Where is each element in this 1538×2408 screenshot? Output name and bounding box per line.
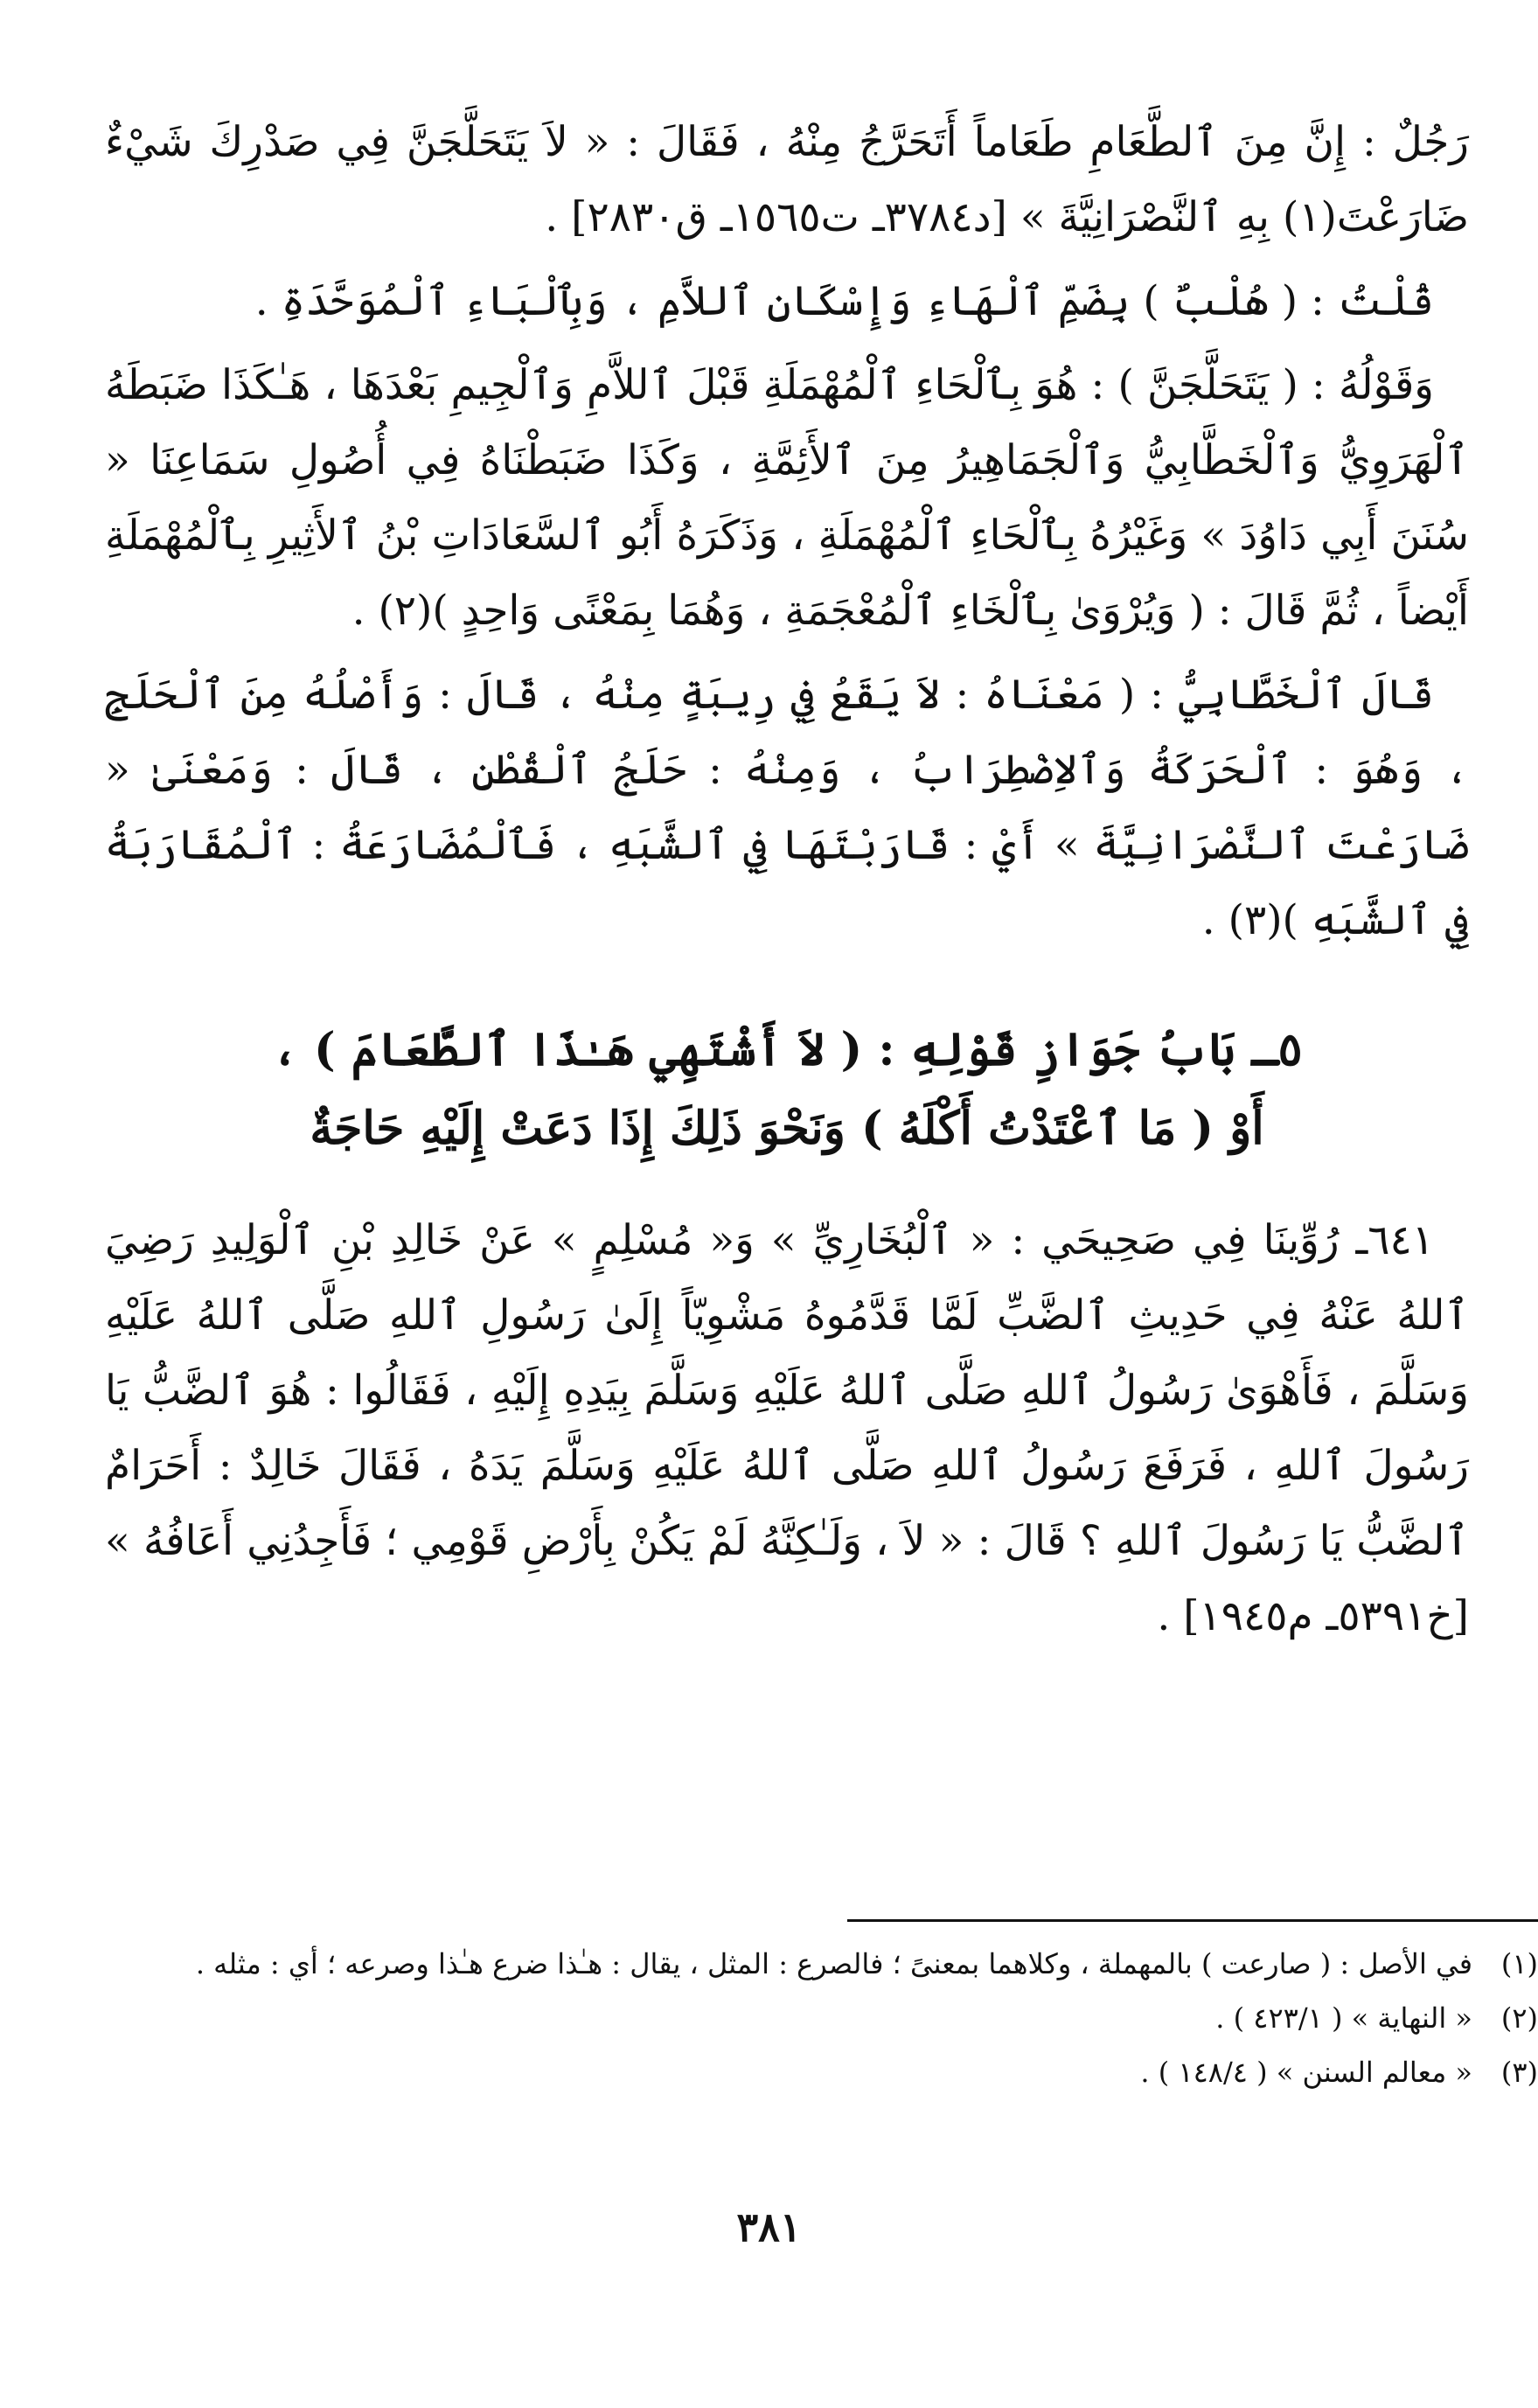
chapter-heading [105,1011,1469,1168]
paragraph-note-yatahallajanna: وَقَوْلُهُ : ( يَتَحَلَّجَنَّ ) : هُوَ بِٱلْحَاءِ ٱلْمُهْمَلَةِ قَبْلَ ٱللاَّمِ وَٱلْجِيمِ بَعْدَهَا ، هَـٰكَذَا ضَبَطَهُ ٱلْهَرَوِيُّ وَٱلْخَطَّابِيُّ وَٱلْجَمَاهِيرُ مِنَ ٱلأَئِمَّةِ ، وَكَذَا ضَبَطْنَاهُ فِي أُصُولِ سَمَاعِنَا « سُنَنَ أَبِي دَاوُدَ » وَغَيْرُهُ بِٱلْحَاءِ ٱلْمُهْمَلَةِ ، وَذَكَرَهُ أَبُو ٱلسَّعَادَاتِ بْنُ ٱلأَثِيرِ بِٱلْمُهْمَلَةِ أَيْضاً ، ثُمَّ قَالَ : ( وَيُرْوَىٰ بِٱلْخَاءِ ٱلْمُعْجَمَةِ ، وَهُمَا بِمَعْنًى وَاحِدٍ )(٢) . [105,361,1469,635]
footnote-text: في الأصل : ( صارعت ) بالمهملة ، وكلاهما بمعنىً ؛ فالصرع : المثل ، يقال : هـٰذا ضرع هـٰذا وصرعه ؛ أي : مثله . [195,1947,1472,1980]
footnotes [174,1941,1538,2095]
footnote-number: (٢) [1500,2001,1538,2035]
footnote-3 [174,2050,1538,2095]
footnote-number: (٣) [1500,2056,1538,2089]
page-number: ٣٨١ [736,2203,802,2251]
hadith-641: ٦٤١ـ رُوِّينَا فِي صَحِيحَي : « ٱلْبُخَارِيِّ » وَ« مُسْلِمٍ » عَنْ خَالِدِ بْنِ ٱلْوَلِيدِ رَضِيَ ٱللهُ عَنْهُ فِي حَدِيثِ ٱلضَّبِّ لَمَّا قَدَّمُوهُ مَشْوِيّاً إِلَىٰ رَسُولِ ٱللهِ صَلَّى ٱللهُ عَلَيْهِ وَسَلَّمَ ، فَأَهْوَىٰ رَسُولُ ٱللهِ صَلَّى ٱللهُ عَلَيْهِ وَسَلَّمَ بِيَدِهِ إِلَيْهِ ، فَقَالُوا : هُوَ ٱلضَّبُّ يَا رَسُولَ ٱللهِ ، فَرَفَعَ رَسُولُ ٱللهِ صَلَّى ٱللهُ عَلَيْهِ وَسَلَّمَ يَدَهُ ، فَقَالَ خَالِدٌ : أَحَرَامٌ ٱلضَّبُّ يَا رَسُولَ ٱللهِ ؟ قَالَ : « لاَ ، وَلَـٰكِنَّهُ لَمْ يَكُنْ بِأَرْضِ قَوْمِي ؛ فَأَجِدُنِي أَعَافُهُ » [خ٥٣٩١ـ م١٩٤٥] . [105,1216,1469,1640]
footnote-1 [174,1941,1538,1987]
paragraph-hadith-continuation: رَجُلٌ : إِنَّ مِنَ ٱلطَّعَامِ طَعَاماً أَتَحَرَّجُ مِنْهُ ، فَقَالَ : « لاَ يَتَحَلَّجَنَّ فِي صَدْرِكَ شَيْءٌ ضَارَعْتَ(١) بِهِ ٱلنَّصْرَانِيَّةَ » [د٣٧٨٤ـ ت١٥٦٥ـ ق٢٨٣٠] . [105,118,1469,241]
footnote-number: (١) [1500,1947,1538,1980]
paragraph-note-khattabi: قَالَ ٱلْخَطَّابِيُّ : ( مَعْنَاهُ : لاَ يَقَعُ فِي رِيبَةٍ مِنْهُ ، قَالَ : وَأَصْلُهُ مِنَ ٱلْحَلَجِ ، وَهُوَ : ٱلْحَرَكَةُ وَٱلاِضْطِرَابُ ، وَمِنْهُ : حَلَجُ ٱلْقُطْنِ ، قَالَ : وَمَعْنَىٰ « ضَارَعْتَ ٱلنَّصْرَانِيَّةَ » أَيْ : قَارَبْتَهَا فِي ٱلشَّبَهِ ، فَٱلْمُضَارَعَةُ : ٱلْمُقَارَبَةُ فِي ٱلشَّبَهِ )(٣) . [105,671,1469,944]
footnote-text: « النهاية » ( ٤٢٣/١ ) . [1215,2001,1472,2035]
footnote-2 [174,1995,1538,2041]
footnote-divider [847,1919,1538,1922]
footnote-text: « معالم السنن » ( ١٤٨/٤ ) . [1140,2056,1472,2089]
page-content [105,105,1469,1654]
chapter-heading-line-1: ٥ـ بَابُ جَوَازِ قَوْلِهِ : ( لاَ أَشْتَهِي هَـٰذَا ٱلطَّعَامَ ) ، [271,1023,1303,1076]
paragraph-note-hulb: قُلْتُ : ( هُلْبٌ ) بِضَمِّ ٱلْهَاءِ وَإِسْكَانِ ٱللاَّمِ ، وَبِٱلْبَاءِ ٱلْمُوَحَّدَةِ . [254,277,1434,325]
chapter-heading-line-2: أَوْ ( مَا ٱعْتَدْتُ أَكْلَهُ ) وَنَحْوَ ذَلِكَ إِذَا دَعَتْ إِلَيْهِ حَاجَةٌ [310,1102,1264,1155]
